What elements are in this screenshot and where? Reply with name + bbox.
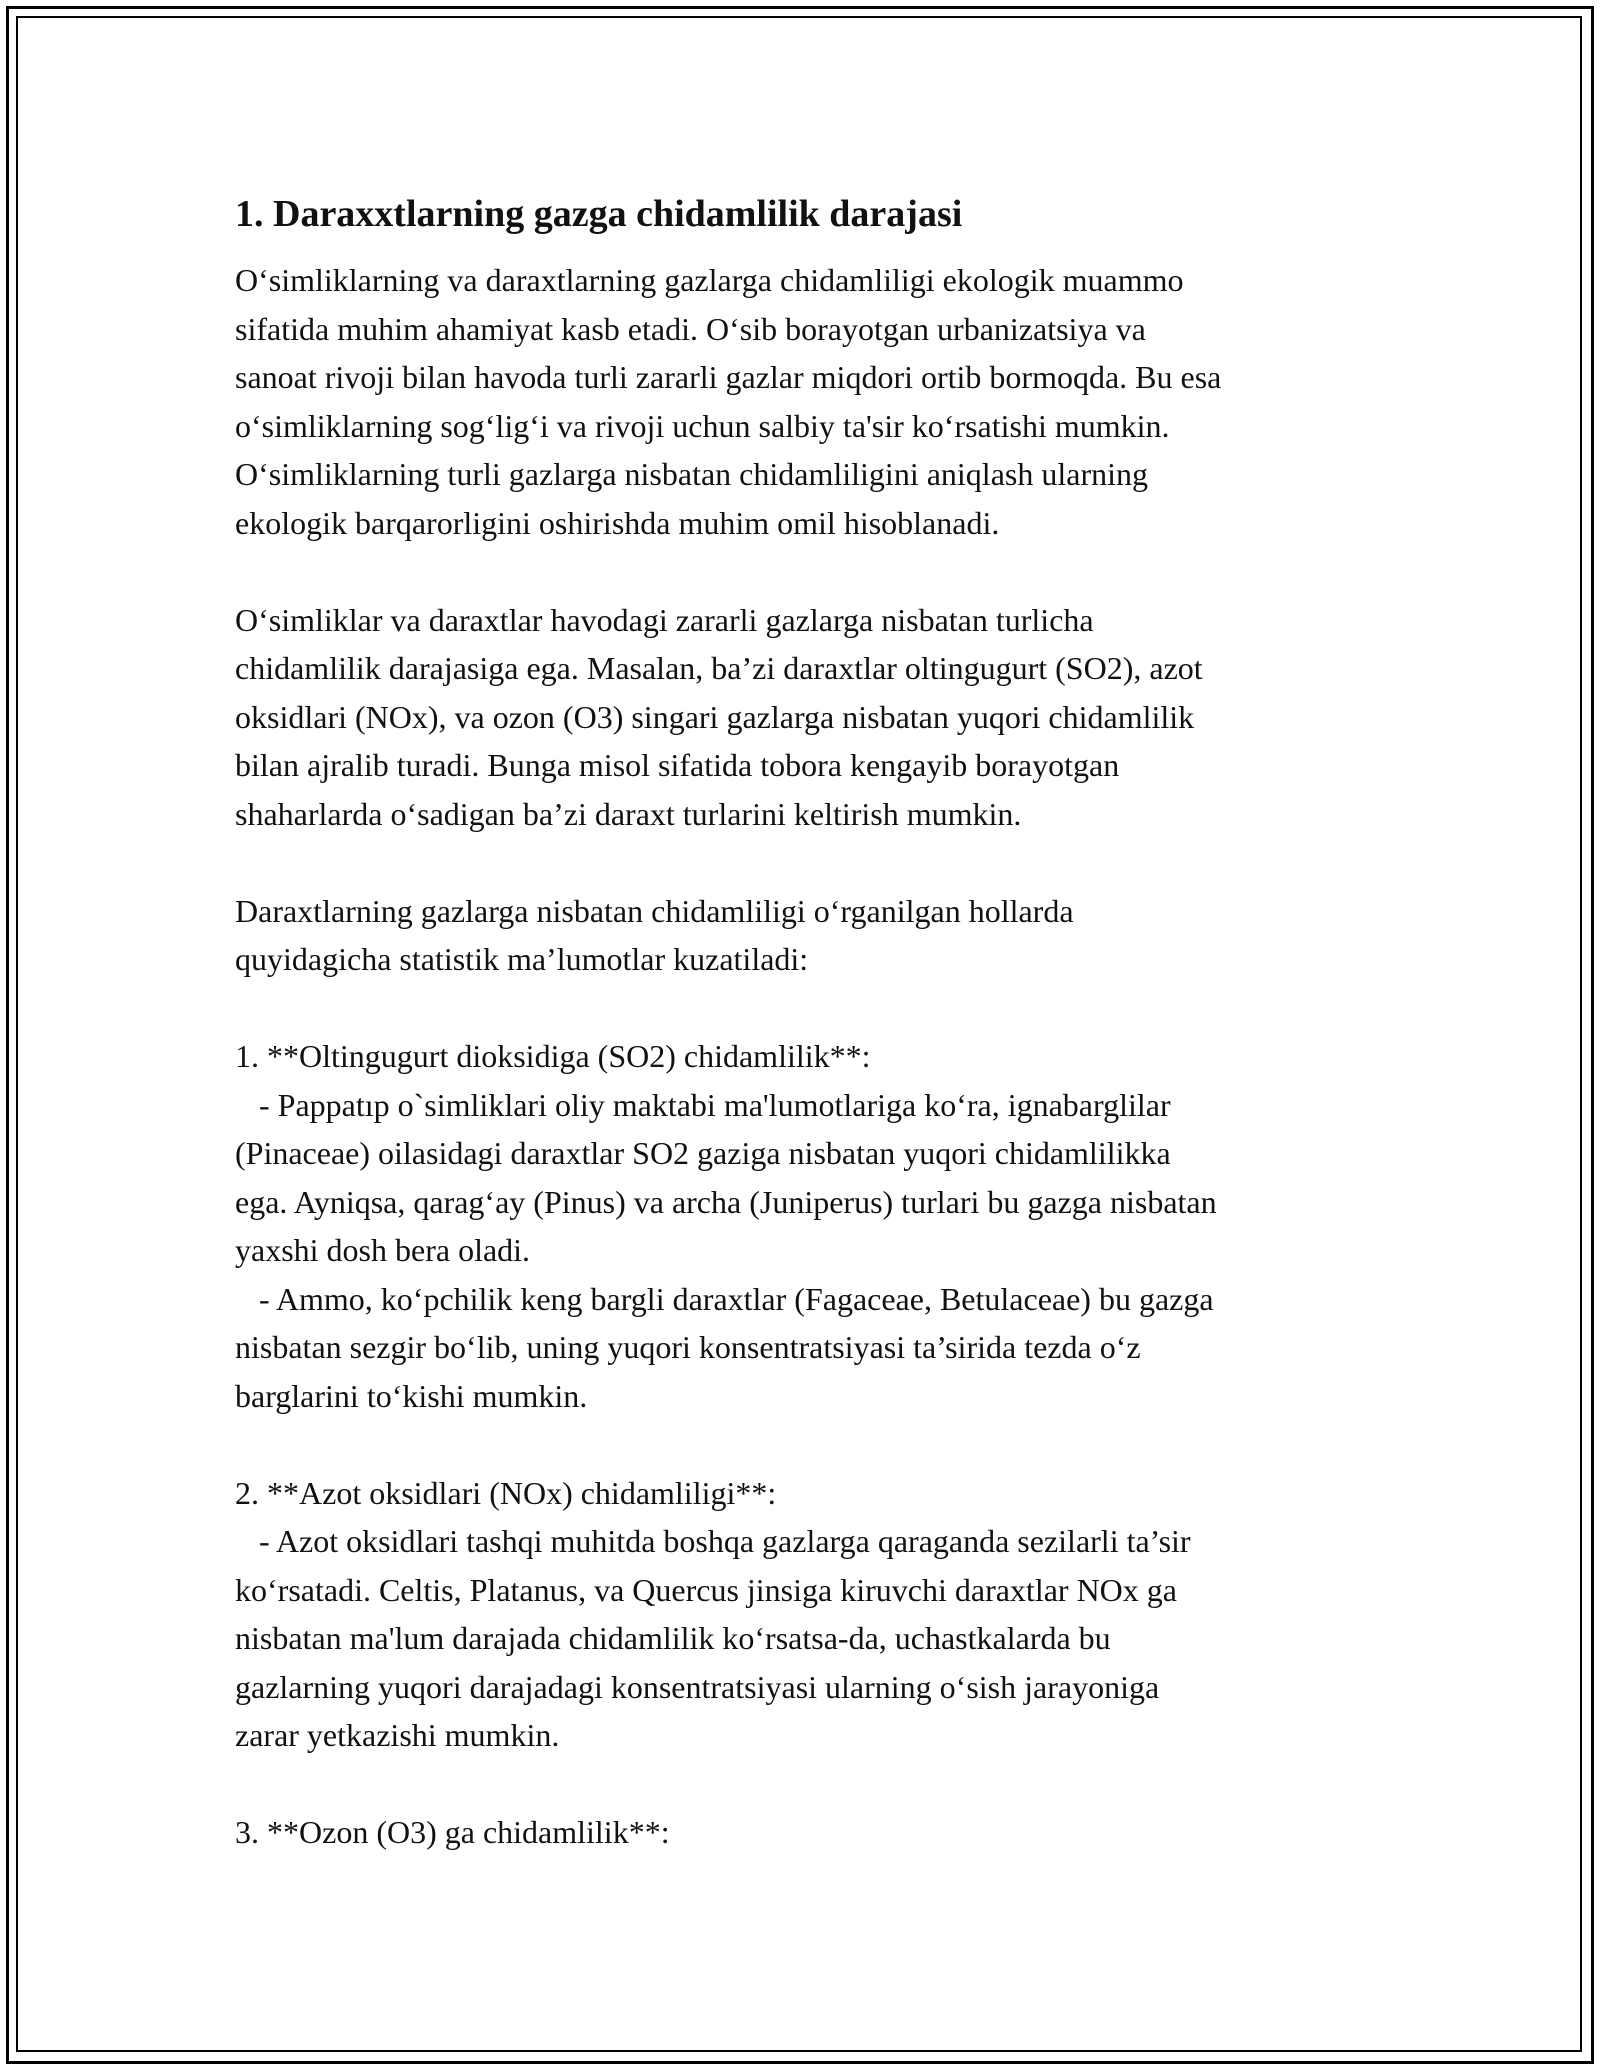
document-title: 1. Daraxxtlarning gazga chidamlilik darajasi xyxy=(235,193,963,235)
paragraph-intro: O‘simliklarning va daraxtlarning gazlarga chidamliligi ekologik muammo sifatida muhim ahamiyat kasb etadi. O‘sib borayotgan urbanizatsiya va sanoat rivoji bilan havoda turli zararli gazlar miqdori ortib bormoqda. Bu esa o‘simliklarning sog‘lig‘i va rivoji uchun salbiy ta'sir ko‘rsatishi mumkin. O‘simliklarning turli gazlarga nisbatan chidamliligini aniqlash ularning ekologik barqarorligini oshirishda muhim omil hisoblanadi. xyxy=(235,262,1222,541)
section-nox-tolerance: 2. **Azot oksidlari (NOx) chidamliligi**: - Azot oksidlari tashqi muhitda boshqa gazlarga qaraganda sezilarli ta’sir ko‘rsatadi. Celtis, Platanus, va Quercus jinsiga kiruvchi daraxtlar NOx ga nisbatan ma'lum darajada chidamlilik ko‘rsatsa-da, uchastkalarda bu gazlarning yuqori darajadagi konsentratsiyasi ularning o‘sish jarayoniga zarar yetkazishi mumkin. xyxy=(235,1474,1191,1753)
paragraph-statistics-intro: Daraxtlarning gazlarga nisbatan chidamliligi o‘rganilgan hollarda quyidagicha statistik ma’lumotlar kuzatiladi: xyxy=(235,892,1074,977)
section-ozone-tolerance: 3. **Ozon (O3) ga chidamlilik**: xyxy=(235,1814,670,1850)
paragraph-tolerance-levels: O‘simliklar va daraxtlar havodagi zararli gazlarga nisbatan turlicha chidamlilik darajasiga ega. Masalan, ba’zi daraxtlar oltingugurt (SO2), azot oksidlari (NOx), va ozon (O3) singari gazlarga nisbatan yuqori chidamlilik bilan ajralib turadi. Bunga misol sifatida tobora kengayib borayotgan shaharlarda o‘sadigan ba’zi daraxt turlarini keltirish mumkin. xyxy=(235,601,1203,832)
document-page xyxy=(235,186,1385,1857)
section-so2-tolerance: 1. **Oltingugurt dioksidiga (SO2) chidamlilik**: - Pappatıp o`simliklari oliy maktabi ma'lumotlariga ko‘ra, ignabarglilar (Pinaceae) oilasidagi daraxtlar SO2 gaziga nisbatan yuqori chidamlilikka ega. Ayniqsa, qarag‘ay (Pinus) va archa (Juniperus) turlari bu gazga nisbatan yaxshi dosh bera oladi. - Ammo, ko‘pchilik keng bargli daraxtlar (Fagaceae, Betulaceae) bu gazga nisbatan sezgir bo‘lib, uning yuqori konsentratsiyasi ta’sirida tezda o‘z barglarini to‘kishi mumkin. xyxy=(235,1038,1217,1414)
